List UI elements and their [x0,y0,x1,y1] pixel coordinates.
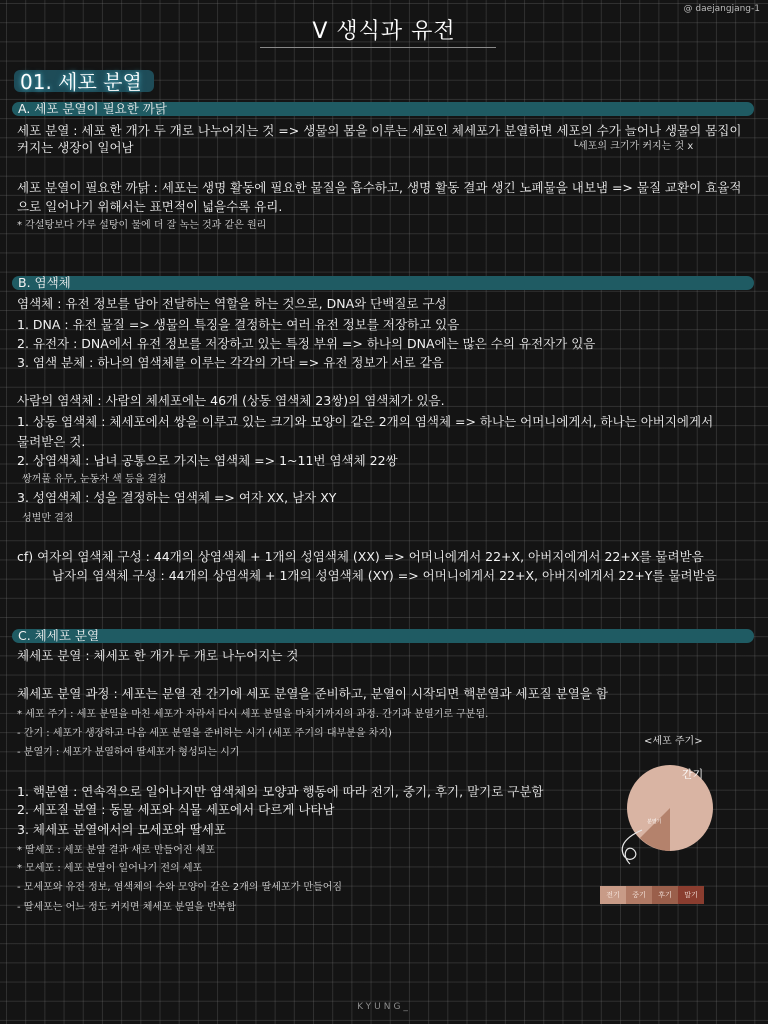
part-b-line-8: 2. 상염색체 : 남녀 공통으로 가지는 염색체 => 1~11번 염색체 22쌍 [17,453,398,468]
part-b-heading: B. 염색체 [18,275,71,290]
part-a-line-2: 커지는 생장이 일어남 [17,140,134,155]
part-c-line-8: 3. 체세포 분열에서의 모세포와 딸세포 [17,822,226,837]
part-b-line-13: 남자의 염색체 구성 : 44개의 상염색체 + 1개의 성염색체 (XY) => 어머니에게서 22+X, 아버지에게서 22+Y를 물려받음 [52,568,717,583]
part-b-line-1: 염색체 : 유전 정보를 담아 전달하는 역할을 하는 것으로, DNA와 단백질로 구성 [17,296,447,311]
part-c-line-7: 2. 세포질 분열 : 동물 세포와 식물 세포에서 다르게 나타남 [17,802,335,817]
part-a-line-4: 으로 일어나기 위해서는 표면적이 넓을수록 유리. [17,199,283,214]
part-a-line-3: 세포 분열이 필요한 까닭 : 세포는 생명 활동에 필요한 물질을 흡수하고, 생명 활동 결과 생긴 노폐물을 내보냄 => 물질 교환이 효율적 [17,180,742,195]
title-divider [260,47,496,48]
section-heading: 01. 세포 분열 [20,70,142,94]
cell-cycle-caption: <세포 주기> [644,736,703,747]
heading-bar-b [12,276,754,290]
part-c-line-2: 체세포 분열 과정 : 세포는 분열 전 간기에 세포 분열을 준비하고, 분열이 시작되면 핵분열과 세포질 분열을 함 [17,686,608,701]
part-c-line-10: * 모세포 : 세포 분열이 일어나기 전의 세포 [17,863,203,874]
part-a-line-5: * 각설탕보다 가루 설탕이 물에 더 잘 녹는 것과 같은 원리 [17,220,267,231]
part-c-line-3: * 세포 주기 : 세포 분열을 마친 세포가 자라서 다시 세포 분열을 마치기까지의 과정. 간기과 분열기로 구분됨. [17,709,489,720]
part-b-line-10: 3. 성염색체 : 성을 결정하는 염색체 => 여자 XX, 남자 XY [17,490,337,505]
part-c-line-9: * 딸세포 : 세포 분열 결과 새로 만들어진 세포 [17,845,216,856]
footer-brand: KYUNG_ [357,1002,411,1012]
part-b-line-12: cf) 여자의 염색체 구성 : 44개의 상염색체 + 1개의 성염색체 (XX) => 어머니에게서 22+X, 아버지에게서 22+X를 물려받음 [17,549,704,564]
phase-metaphase: 중기 [626,886,652,904]
part-b-line-5: 사람의 염색체 : 사람의 체세포에는 46개 (상동 염색체 23쌍)의 염색체가 있음. [17,393,445,408]
part-c-line-11: - 모세포와 유전 정보, 염색체의 수와 모양이 같은 2개의 딸세포가 만들어짐 [17,882,343,893]
part-b-line-7: 물려받은 것. [17,434,86,449]
interphase-label: 간기 [682,768,704,781]
phase-prophase: 전기 [600,886,626,904]
part-a-heading: A. 세포 분열이 필요한 까닭 [18,101,167,116]
part-a-line-1: 세포 분열 : 세포 한 개가 두 개로 나누어지는 것 => 생물의 몸을 이루는 세포인 체세포가 분열하면 세포의 수가 늘어나 생물의 몸집이 [17,123,742,138]
part-b-line-11: 성별만 결정 [22,513,74,524]
phase-anaphase: 후기 [652,886,678,904]
part-c-line-4: - 간기 : 세포가 생장하고 다음 세포 분열을 준비하는 시기 (세포 주기의 대부분을 차지) [17,728,392,739]
part-b-line-2: 1. DNA : 유전 물질 => 생물의 특징을 결정하는 여러 유전 정보를 저장하고 있음 [17,317,460,332]
part-b-line-3: 2. 유전자 : DNA에서 유전 정보를 저장하고 있는 특정 부위 => 하나의 DNA에는 많은 수의 유전자가 있음 [17,336,596,351]
part-c-line-1: 체세포 분열 : 체세포 한 개가 두 개로 나누어지는 것 [17,648,299,663]
part-b-line-4: 3. 염색 분체 : 하나의 염색체를 이루는 각각의 가닥 => 유전 정보가 서로 같음 [17,355,444,370]
part-c-line-12: - 딸세포는 어느 정도 커지면 체세포 분열을 반복함 [17,902,237,913]
account-watermark: @ daejangjang-1 [683,4,760,14]
heading-bar-c [12,629,754,643]
part-c-line-6: 1. 핵분열 : 연속적으로 일어나지만 염색체의 모양과 행동에 따라 전기, 중기, 후기, 말기로 구분함 [17,784,544,799]
mitosis-label: 분열기 [647,819,662,825]
phase-telophase: 말기 [678,886,704,904]
part-c-heading: C. 체세포 분열 [18,628,100,643]
part-b-line-9: 쌍꺼풀 유무, 눈동자 색 등을 결정 [22,474,167,485]
part-b-line-6: 1. 상동 염색체 : 체세포에서 쌍을 이루고 있는 크기와 모양이 같은 2개의 염색체 => 하나는 어머니에게서, 하나는 아버지에게서 [17,414,714,429]
part-c-line-5: - 분열기 : 세포가 분열하여 딸세포가 형성되는 시기 [17,747,240,758]
page-title: V 생식과 유전 [312,19,456,44]
part-a-annotation: └세포의 크기가 커지는 것 x [572,141,694,152]
